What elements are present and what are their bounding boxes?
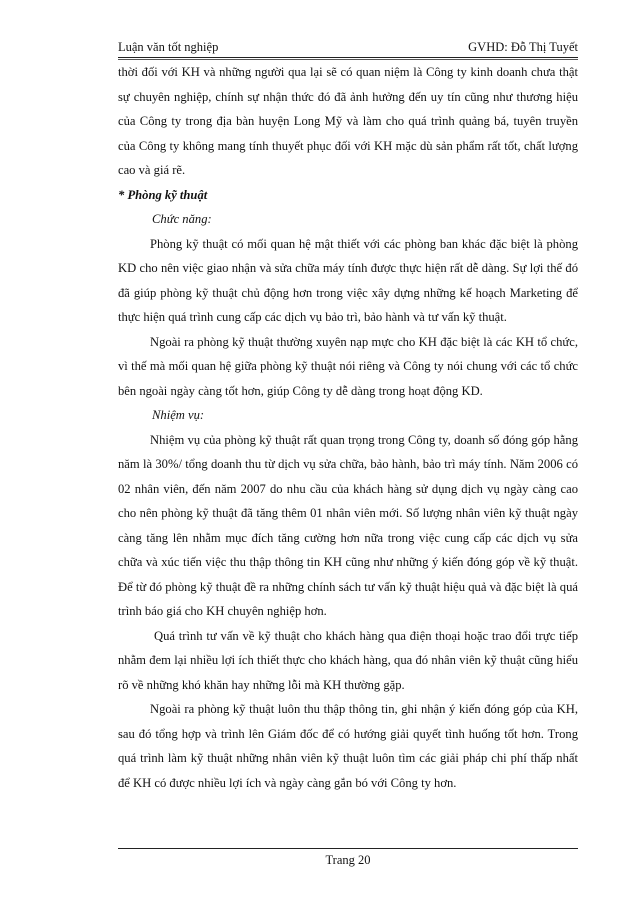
paragraph-duty-3: Ngoài ra phòng kỹ thuật luôn thu thập thông tin, ghi nhận ý kiến đóng góp của KH, sau đó tổng hợp và trình lên Giám đốc để có hướng giải quyết tình huống tốt hơn. Trong quá trình làm kỹ thuật những nhân viên kỹ thuật luôn tìm các giải pháp chi phí thấp nhất để KH có được nhiều lợi ích và ngày càng gắn bó với Công ty hơn. <box>118 702 578 790</box>
paragraph-duty-1: Nhiệm vụ của phòng kỹ thuật rất quan trọng trong Công ty, doanh số đóng góp hằng năm là 30%/ tổng doanh thu từ dịch vụ sửa chữa, bảo hành, bảo trì máy tính. Năm 2006 có 02 nhân viên, đến năm 2007 do nhu cầu của khách hàng sử dụng dịch vụ ngày càng cao cho nên phòng kỹ thuật đã tăng thêm 01 nhân viên mới. Số lượng nhân viên kỹ thuật ngày càng tăng lên nhằm mục đích tăng cường hơn nữa trong việc cung cấp các dịch vụ sửa chữa và xúc tiến việc thu thập thông tin KH cũng như những ý kiến đóng góp về kỹ thuật. Để từ đó phòng kỹ thuật đề ra những chính sách tư vấn kỹ thuật hiệu quả và đặc biệt là quá trình báo giá cho KH chuyên nghiệp hơn. <box>118 432 578 618</box>
page-number: Trang 20 <box>325 853 371 867</box>
section-title: Phòng kỹ thuật <box>127 187 208 202</box>
paragraph-intro: thời đối với KH và những người qua lại sẽ có quan niệm là Công ty kinh doanh chưa thật sự chuyên nghiệp, chính sự nhận thức đó đã ảnh hưởng đến uy tín cũng như thương hiệu của Công ty trong địa bàn huyện Long Mỹ và làm cho quá trình quảng bá, tuyên truyền của Công ty không mang tính thuyết phục đối với KH mặc dù sản phẩm rất tốt, chất lượng cao và giá rẽ. <box>118 65 578 177</box>
footer-divider <box>118 848 578 849</box>
paragraph-function-2: Ngoài ra phòng kỹ thuật thường xuyên nạp mực cho KH đặc biệt là các KH tổ chức, vì thế mà mối quan hệ giữa phòng kỹ thuật nói riêng và Công ty nói chung với các tổ chức bên ngoài ngày càng tốt hơn, giúp Công ty dễ dàng trong hoạt động KD. <box>118 334 578 398</box>
subheading-function: Chức năng: <box>152 212 212 226</box>
page-body <box>118 60 578 795</box>
paragraph-function-1: Phòng kỹ thuật có mối quan hệ mật thiết với các phòng ban khác đặc biệt là phòng KD cho nên việc giao nhận và sửa chữa máy tính được thực hiện rất dễ dàng. Sự lợi thế đó đã giúp phòng kỹ thuật chủ động hơn trong việc xây dựng những kế hoạch Marketing để thực hiện quá trình cung cấp các dịch vụ bảo trì, bảo hành và tư vấn kỹ thuật. <box>118 236 578 324</box>
header-thesis-title: Luận văn tốt nghiệp <box>118 40 219 54</box>
section-bullet: * <box>118 187 128 202</box>
header-divider <box>118 57 578 58</box>
paragraph-duty-2: Quá trình tư vấn về kỹ thuật cho khách hàng qua điện thoại hoặc trao đổi trực tiếp nhằm đem lại nhiều lợi ích thiết thực cho khách hàng, qua đó nhân viên kỹ thuật cũng hiểu rõ về những khó khăn hay những lỗi mà KH thường gặp. <box>118 628 578 692</box>
page-header <box>118 38 578 56</box>
header-advisor: GVHD: Đỗ Thị Tuyết <box>468 40 578 54</box>
section-heading <box>118 183 578 208</box>
subheading-duty: Nhiệm vụ: <box>152 408 205 422</box>
